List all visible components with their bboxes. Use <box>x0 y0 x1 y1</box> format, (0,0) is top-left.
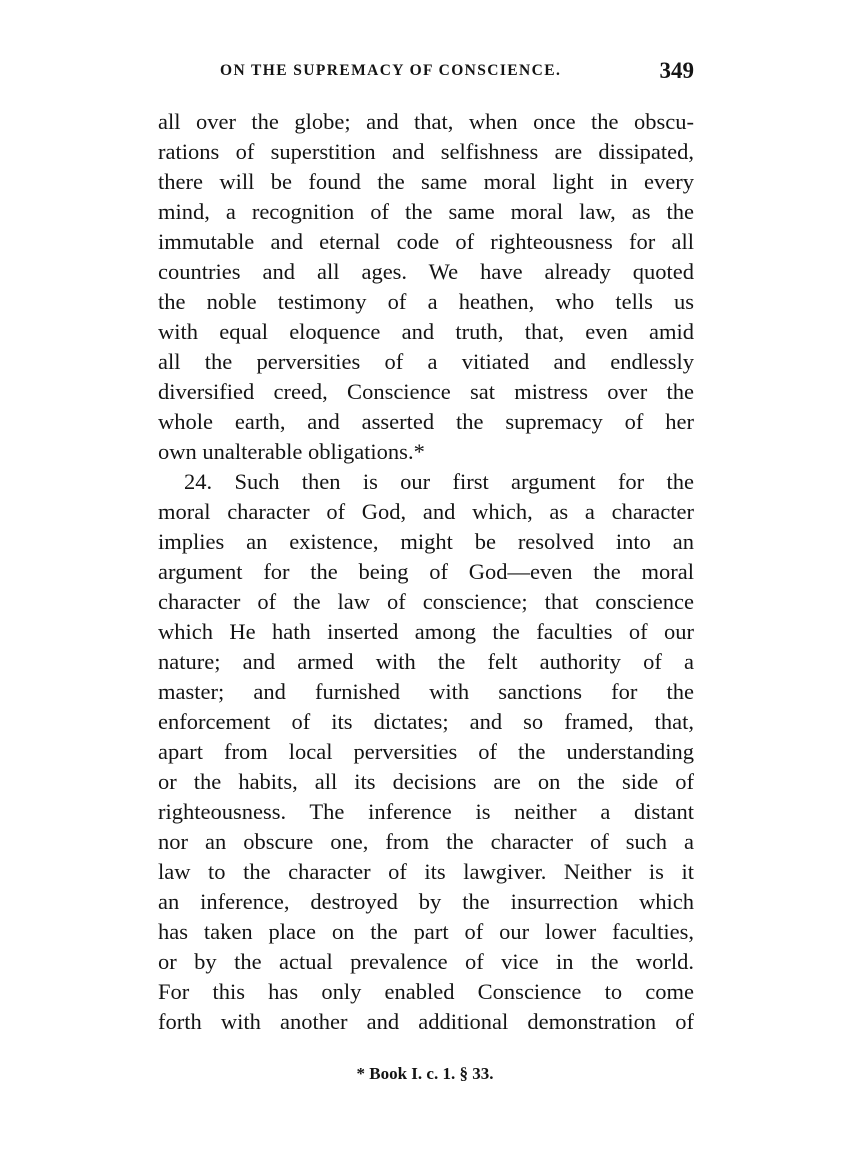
text-line: moral character of God, and which, as a character <box>158 499 694 524</box>
text-line: whole earth, and asserted the supremacy of her <box>158 409 694 434</box>
running-title: ON THE SUPREMACY OF CONSCIENCE. <box>220 62 562 79</box>
page-header <box>158 58 694 90</box>
text-line: law to the character of its lawgiver. Neither is it <box>158 859 694 884</box>
text-line: there will be found the same moral light in every <box>158 169 694 194</box>
paragraph-continuation <box>158 107 694 467</box>
text-line: implies an existence, might be resolved into an <box>158 529 694 554</box>
text-line: diversified creed, Conscience sat mistress over the <box>158 379 694 404</box>
text-line: countries and all ages. We have already quoted <box>158 259 694 284</box>
text-line: 24. Such then is our first argument for the <box>184 469 694 494</box>
text-line: or the habits, all its decisions are on the side of <box>158 769 694 794</box>
page-number: 349 <box>659 58 694 83</box>
text-line: the noble testimony of a heathen, who tells us <box>158 289 694 314</box>
text-line: enforcement of its dictates; and so framed, that, <box>158 709 694 734</box>
text-line: nor an obscure one, from the character of such a <box>158 829 694 854</box>
text-line: forth with another and additional demonstration of <box>158 1009 694 1034</box>
text-line: own unalterable obligations.* <box>158 439 425 464</box>
body-text <box>158 107 694 1037</box>
text-line: argument for the being of God—even the moral <box>158 559 694 584</box>
text-line: mind, a recognition of the same moral law, as the <box>158 199 694 224</box>
text-line: For this has only enabled Conscience to come <box>158 979 694 1004</box>
text-line: has taken place on the part of our lower faculties, <box>158 919 694 944</box>
text-line: apart from local perversities of the understanding <box>158 739 694 764</box>
text-line: or by the actual prevalence of vice in the world. <box>158 949 694 974</box>
text-line: which He hath inserted among the faculties of our <box>158 619 694 644</box>
text-line: character of the law of conscience; that conscience <box>158 589 694 614</box>
text-line: immutable and eternal code of righteousness for all <box>158 229 694 254</box>
text-line: rations of superstition and selfishness are dissipated, <box>158 139 694 164</box>
paragraph-section-24 <box>158 467 694 1037</box>
text-line: all over the globe; and that, when once the obscu- <box>158 109 694 134</box>
footnote: * Book I. c. 1. § 33. <box>356 1064 494 1083</box>
text-line: all the perversities of a vitiated and endlessly <box>158 349 694 374</box>
text-line: master; and furnished with sanctions for the <box>158 679 694 704</box>
text-line: nature; and armed with the felt authority of a <box>158 649 694 674</box>
text-line: an inference, destroyed by the insurrection which <box>158 889 694 914</box>
text-line: righteousness. The inference is neither a distant <box>158 799 694 824</box>
text-line: with equal eloquence and truth, that, even amid <box>158 319 694 344</box>
